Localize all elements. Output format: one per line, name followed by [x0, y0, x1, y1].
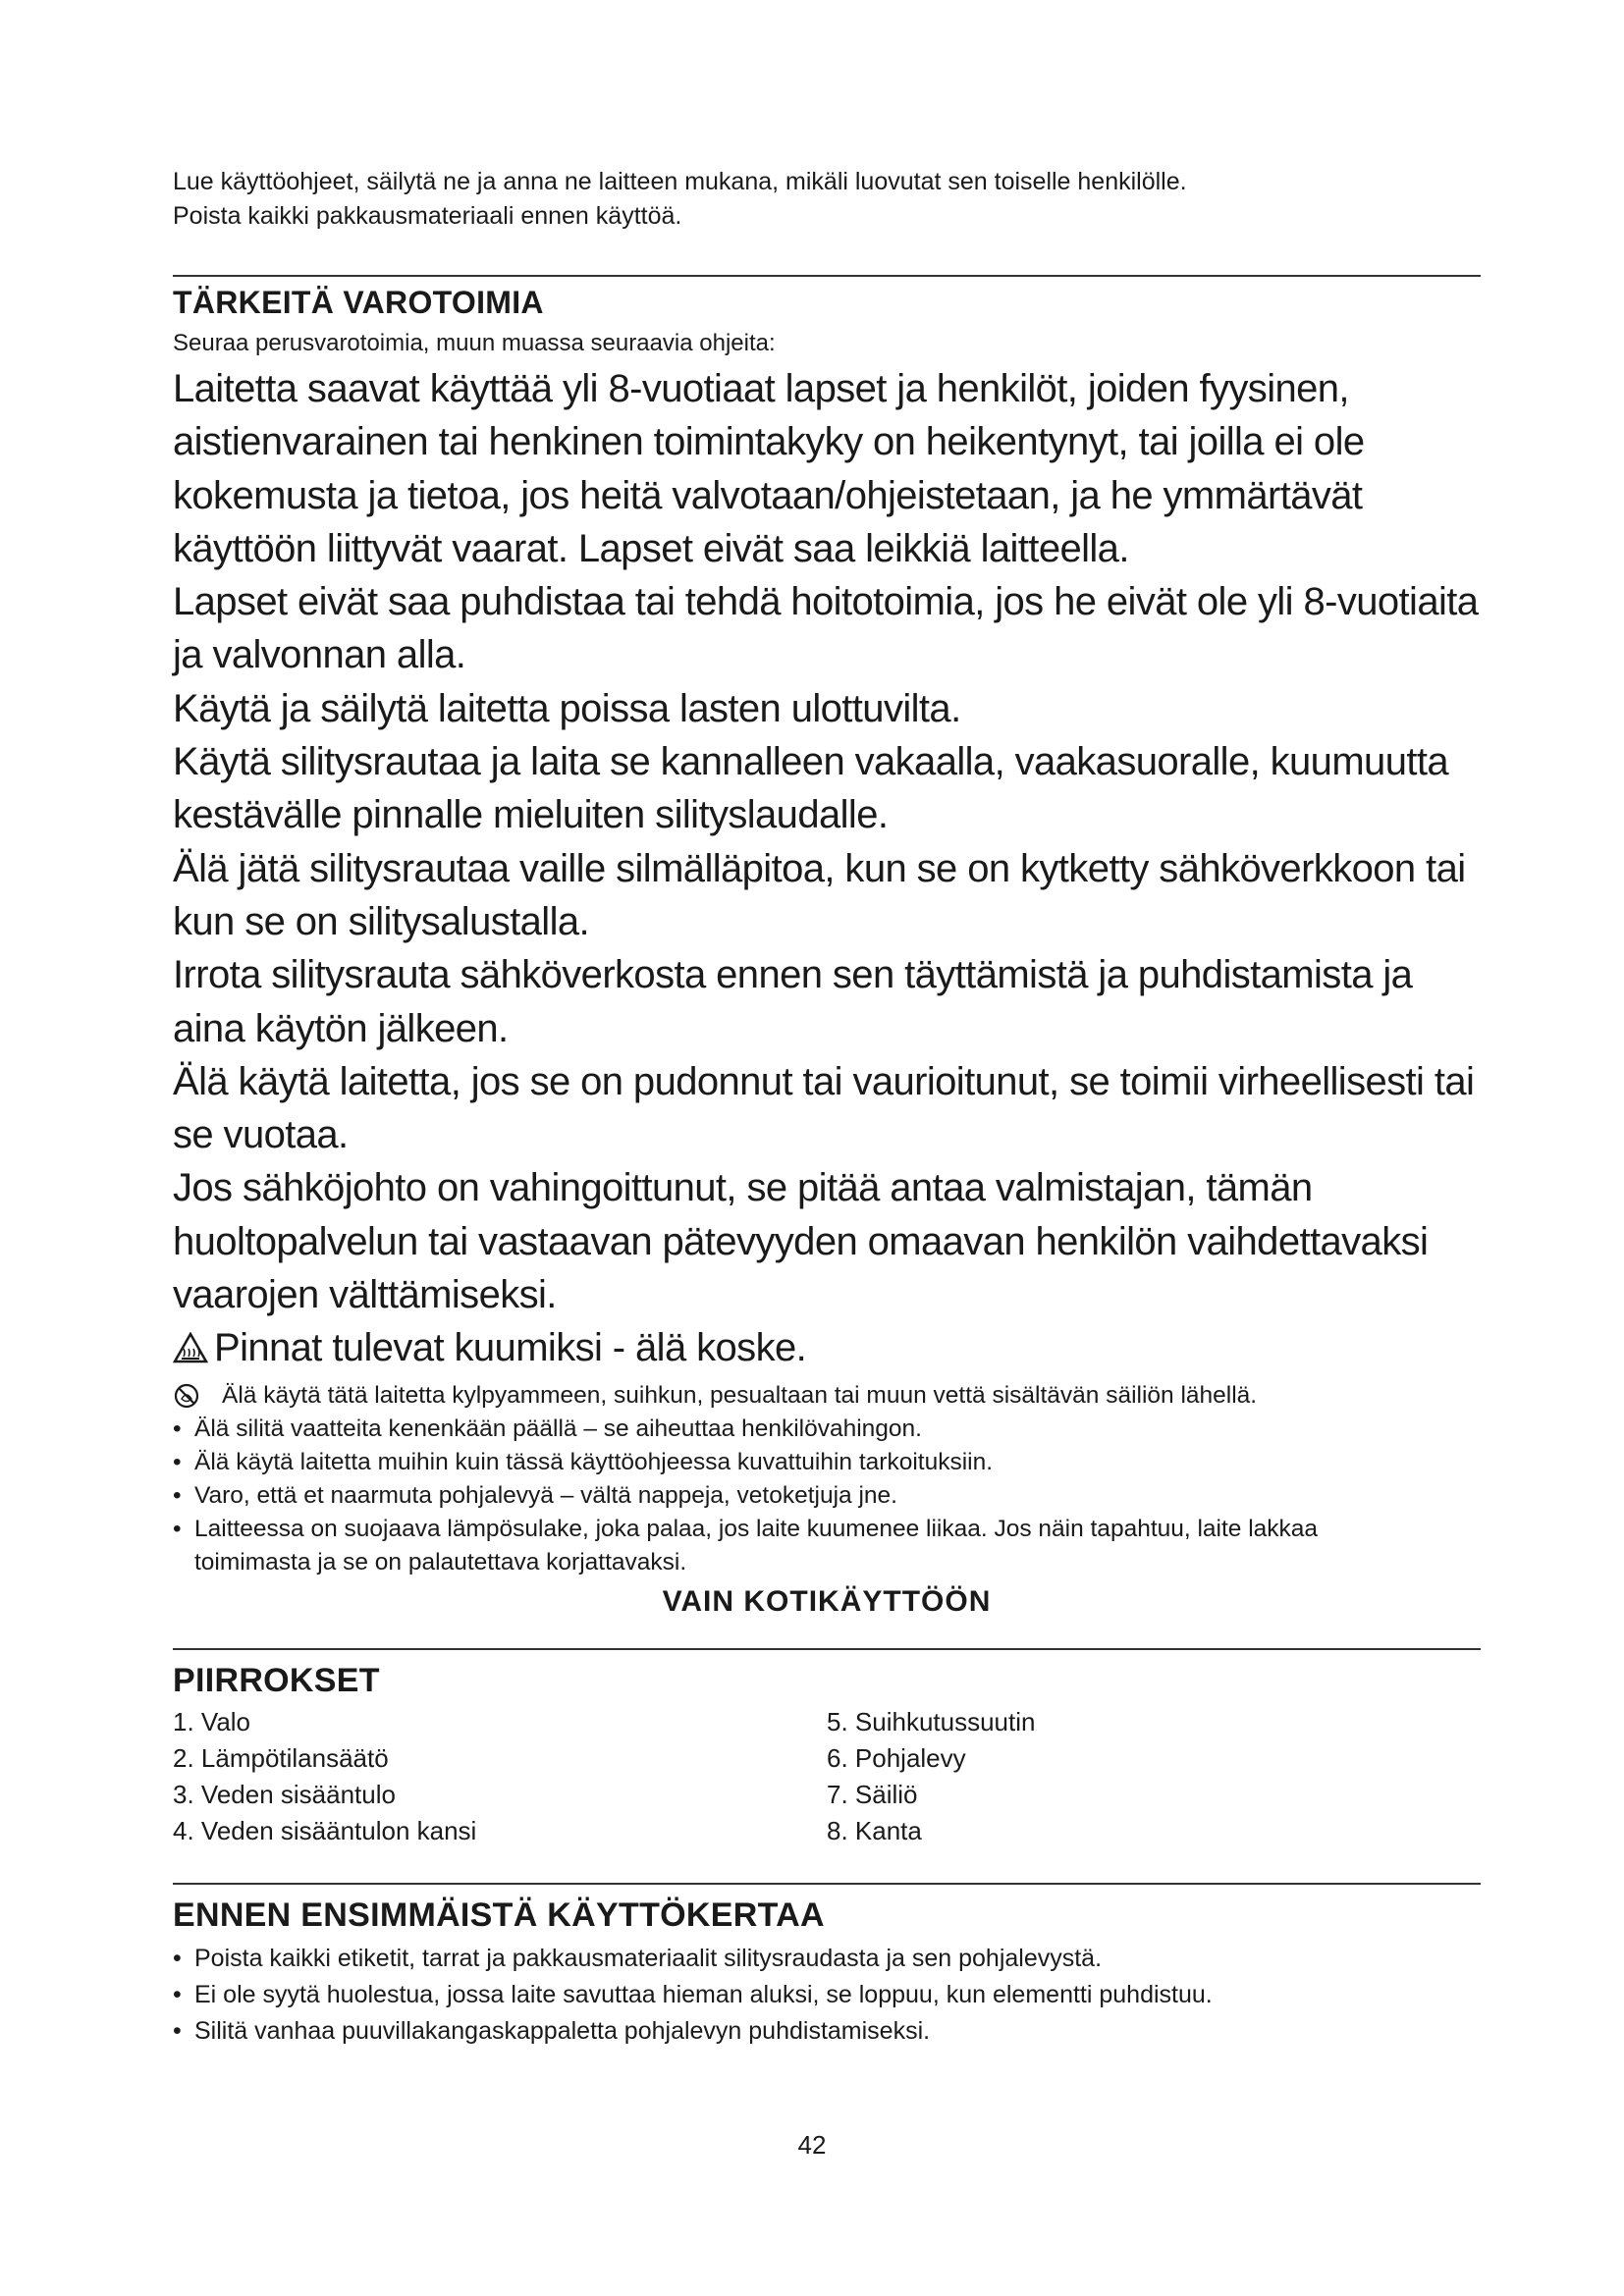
list-item: • Laitteessa on suojaava lämpösulake, joka palaa, jos laite kuumenee liikaa. Jos näin tapahtuu, laite lakkaa toimimasta ja se on palautettava korjattavaksi.: [173, 1513, 1481, 1579]
list-item: • Silitä vanhaa puuvillakangaskappaletta pohjalevyn puhdistamiseksi.: [173, 2013, 1481, 2050]
water-warning: [173, 1379, 1481, 1413]
warning-paragraph: Älä käytä laitetta, jos se on pudonnut tai vaurioitunut, se toimii virheellisesti tai se vuotaa.: [173, 1059, 1475, 1157]
warnings-subtitle: Seuraa perusvarotoimia, muun muassa seuraavia ohjeita:: [173, 330, 776, 356]
list-item: • Poista kaikki etiketit, tarrat ja pakkausmateriaalit silitysraudasta ja sen pohjalevystä.: [173, 1941, 1481, 1977]
list-item: 5. Suihkutussuutin: [827, 1706, 1036, 1736]
drawings-column-right: [827, 1704, 1481, 1849]
list-item: • Ei ole syytä huolestua, jossa laite savuttaa hieman aluksi, se loppuu, kun elementti puhdistuu.: [173, 1977, 1481, 2013]
warning-paragraph: Käytä ja säilytä laitetta poissa lasten ulottuvilta.: [173, 686, 961, 730]
list-item: 4. Veden sisääntulon kansi: [173, 1815, 477, 1845]
water-warning-text: Älä käytä tätä laitetta kylpyammeen, suihkun, pesualtaan tai muun vettä sisältävän säiliön lähellä.: [222, 1381, 1258, 1409]
first-use-title: ENNEN ENSIMMÄISTÄ KÄYTTÖKERTAA: [173, 1896, 825, 1934]
bullet-icon: •: [173, 2016, 182, 2045]
warnings-title: TÄRKEITÄ VAROTOIMIA: [173, 285, 544, 320]
hot-surface-warning: [173, 1321, 1481, 1374]
hot-surface-icon: [173, 1332, 208, 1363]
intro-text: [173, 165, 1481, 234]
first-use-bullets: [173, 1941, 1481, 2050]
warning-paragraph: Käytä silitysrautaa ja laita se kannalleen vakaalla, vaakasuoralle, kuumuutta kestävälle pinnalle mieluiten silityslaudalle.: [173, 740, 1449, 837]
bullet-icon: •: [173, 1481, 182, 1509]
bullet-icon: •: [173, 1415, 182, 1442]
warnings-paragraphs: [173, 362, 1481, 1375]
drawings-column-left: [173, 1704, 827, 1849]
page-number: 42: [797, 2130, 827, 2160]
list-item: 8. Kanta: [827, 1815, 922, 1845]
intro-line: Lue käyttöohjeet, säilytä ne ja anna ne laitteen mukana, mikäli luovutat sen toiselle henkilölle.: [173, 168, 1187, 195]
warning-paragraph: Irrota silitysrauta sähköverkosta ennen sen täyttämistä ja puhdistamista ja aina käytön jälkeen.: [173, 953, 1413, 1050]
warning-paragraph: Jos sähköjohto on vahingoittunut, se pitää antaa valmistajan, tämän huoltopalvelun tai vastaavan pätevyyden omaavan henkilön vaihdettavaksi vaarojen välttämiseksi.: [173, 1166, 1429, 1317]
intro-line: Poista kaikki pakkausmateriaali ennen käyttöä.: [173, 202, 682, 230]
list-item: 3. Veden sisääntulo: [173, 1779, 396, 1809]
list-item: 6. Pohjalevy: [827, 1742, 966, 1773]
warning-paragraph: Älä jätä silitysrautaa vaille silmälläpitoa, kun se on kytketty sähköverkkoon tai kun se on silitysalustalla.: [173, 846, 1466, 943]
list-item: • Älä silitä vaatteita kenenkään päällä – se aiheuttaa henkilövahingon.: [173, 1413, 1481, 1446]
home-use-label: VAIN KOTIKÄYTTÖÖN: [662, 1584, 992, 1618]
page-content: [173, 165, 1481, 2050]
list-item: • Älä käytä laitetta muihin kuin tässä käyttöohjeessa kuvattuihin tarkoituksiin.: [173, 1446, 1481, 1479]
safety-bullets: [173, 1379, 1481, 1579]
list-item: • Varo, että et naarmuta pohjalevyä – vältä nappeja, vetoketjuja jne.: [173, 1479, 1481, 1513]
hot-surface-text: Pinnat tulevat kuumiksi - älä koske.: [214, 1326, 807, 1370]
list-item: 1. Valo: [173, 1706, 251, 1736]
bullet-icon: •: [173, 1980, 182, 2008]
bullet-icon: •: [173, 1944, 182, 1972]
list-item: 2. Lämpötilansäätö: [173, 1742, 389, 1773]
list-item: 7. Säiliö: [827, 1779, 918, 1809]
section-divider: [173, 1883, 1481, 1885]
no-water-icon: [173, 1382, 200, 1410]
section-divider: [173, 275, 1481, 277]
drawings-title: PIIRROKSET: [173, 1661, 380, 1699]
section-divider: [173, 1648, 1481, 1650]
warning-paragraph: Lapset eivät saa puhdistaa tai tehdä hoitotoimia, jos he eivät ole yli 8-vuotiaita ja valvonnan alla.: [173, 580, 1479, 677]
bullet-icon: •: [173, 1448, 182, 1475]
warning-paragraph: Laitetta saavat käyttää yli 8-vuotiaat lapset ja henkilöt, joiden fyysinen, aistienvarainen tai henkinen toimintakyky on heikentynyt, tai joilla ei ole kokemusta ja tietoa, jos heitä valvotaan/ohjeistetaan, ja he ymmärtävät käyttöön liittyvät vaarat. Lapset eivät saa leikkiä laitteella.: [173, 367, 1365, 570]
bullet-icon: •: [173, 1515, 182, 1542]
drawings-list: [173, 1704, 1481, 1849]
